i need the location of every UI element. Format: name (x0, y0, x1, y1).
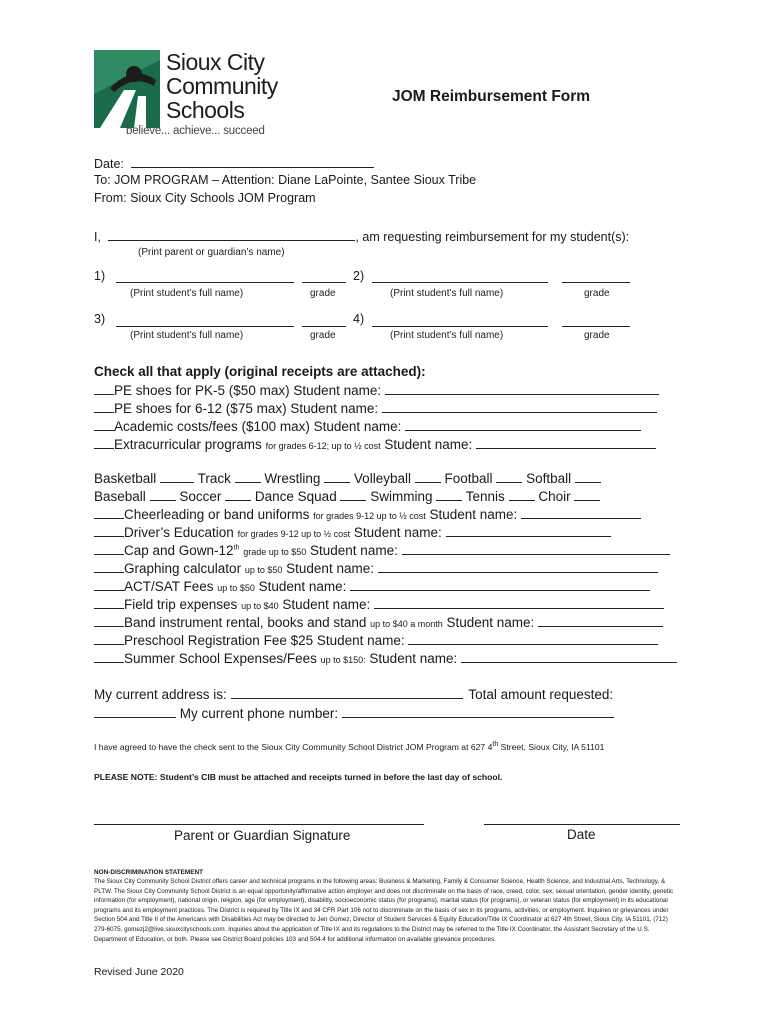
memo-from: From: Sioux City Schools JOM Program (94, 191, 316, 205)
cheer-label: Cheerleading or band uniforms (124, 507, 310, 522)
cap-gown-note: grade up to $50 (243, 547, 307, 557)
softball-label: Softball (526, 471, 572, 486)
band-note: up to $40 a month (370, 619, 443, 629)
date-field[interactable] (131, 155, 374, 168)
extracurricular-row (94, 436, 656, 452)
student-2-name-caption: (Print student’s full name) (390, 288, 504, 299)
act-sat-label: ACT/SAT Fees (124, 579, 214, 594)
swimming-blank[interactable] (436, 488, 462, 501)
driver-student-label: Student name: (353, 525, 442, 540)
phone-label: My current phone number: (179, 706, 339, 721)
date-signature-line[interactable] (484, 824, 680, 825)
logo-emblem-icon (94, 50, 164, 130)
driver-label: Driver’s Education (124, 525, 234, 540)
summer-checkbox[interactable] (94, 650, 124, 663)
extracurricular-label: Extracurricular programs (114, 437, 262, 452)
student-2-name-field[interactable] (372, 270, 548, 283)
agreement-sup: th (492, 741, 499, 748)
track-blank[interactable] (235, 470, 261, 483)
cheer-checkbox[interactable] (94, 506, 124, 519)
football-blank[interactable] (496, 470, 522, 483)
pe-pk5-row (94, 382, 659, 398)
dance-squad-blank[interactable] (340, 488, 366, 501)
student-2-grade-caption: grade (584, 288, 610, 299)
cap-gown-label: Cap and Gown-12 (124, 543, 234, 558)
student-4-name-field[interactable] (372, 314, 548, 327)
band-row (94, 614, 663, 630)
student-1-grade-caption: grade (310, 288, 336, 299)
pe-612-row (94, 400, 657, 416)
student-2-grade-field[interactable] (562, 270, 630, 283)
track-label: Track (197, 471, 231, 486)
student-4-grade-field[interactable] (562, 314, 630, 327)
student-3-name-field[interactable] (116, 314, 294, 327)
date-row (94, 155, 374, 171)
revised-date: Revised June 2020 (94, 966, 184, 978)
parent-request-row (94, 228, 629, 244)
summer-note: up to $150: (320, 655, 366, 665)
i-label: I, (94, 230, 101, 244)
swimming-label: Swimming (370, 489, 433, 504)
extracurricular-student-label: Student name: (384, 437, 473, 452)
extracurricular-note: for grades 6-12; up to ½ cost (265, 441, 381, 451)
basketball-label: Basketball (94, 471, 157, 486)
calculator-student-label: Student name: (286, 561, 374, 576)
logo-line-sioux-city: Sioux City (166, 49, 265, 75)
address-row (94, 686, 613, 702)
logo-tagline: believe... achieve... succeed (126, 125, 265, 137)
student-1-name-caption: (Print student’s full name) (130, 288, 244, 299)
sports-row-2 (94, 488, 600, 504)
baseball-blank[interactable] (150, 488, 176, 501)
extracurricular-student-field[interactable] (476, 436, 656, 449)
calculator-label: Graphing calculator (124, 561, 242, 576)
academic-label: Academic costs/fees ($100 max) Student name: (114, 419, 402, 434)
football-label: Football (444, 471, 493, 486)
field-trip-label: Field trip expenses (124, 597, 238, 612)
form-title: JOM Reimbursement Form (392, 88, 591, 105)
preschool-row (94, 632, 658, 648)
parent-name-caption: (Print parent or guardian’s name) (138, 247, 285, 258)
preschool-label: Preschool Registration Fee $25 Student name: (124, 633, 405, 648)
student-number-1: 1) (94, 269, 106, 283)
address-label: My current address is: (94, 687, 227, 702)
date-signature-label: Date (567, 827, 596, 842)
total-label: Total amount requested: (468, 687, 614, 702)
driver-student-field[interactable] (446, 524, 611, 537)
phone-row (94, 705, 614, 721)
agreement-after: Street, Sioux City, IA 51101 (498, 741, 605, 752)
requesting-text: , am requesting reimbursement for my student(s): (355, 230, 630, 244)
summer-student-label: Student name: (369, 651, 458, 666)
student-1-grade-field[interactable] (302, 270, 346, 283)
cheer-row (94, 506, 641, 522)
summer-label: Summer School Expenses/Fees (124, 651, 317, 666)
nondiscrimination-heading: NON-DISCRIMINATION STATEMENT (94, 869, 203, 876)
pe-pk5-student-field[interactable] (385, 382, 659, 395)
student-number-2: 2) (353, 269, 365, 283)
wrestling-label: Wrestling (264, 471, 321, 486)
field-trip-student-field[interactable] (374, 596, 664, 609)
extracurricular-checkbox[interactable] (94, 436, 114, 449)
driver-note: for grades 9-12 up to ½ cost (237, 529, 351, 539)
tennis-blank[interactable] (509, 488, 535, 501)
calculator-note: up to $50 (244, 565, 283, 575)
agreement-text (94, 741, 604, 752)
please-note: PLEASE NOTE: Student’s CIB must be attached and receipts turned in before the last day of school. (94, 772, 503, 782)
cap-gown-sup: th (233, 544, 240, 552)
parent-name-field[interactable] (108, 228, 355, 241)
student-4-grade-caption: grade (584, 330, 610, 341)
pe-pk5-label: PE shoes for PK-5 ($50 max) Student name: (114, 383, 382, 398)
cheer-note: for grades 9-12 up to ½ cost (313, 511, 426, 521)
pe-612-label: PE shoes for 6-12 ($75 max) Student name: (114, 401, 379, 416)
pe-612-checkbox[interactable] (94, 400, 114, 413)
memo-to: To: JOM PROGRAM – Attention: Diane LaPointe, Santee Sioux Tribe (94, 173, 477, 187)
field-trip-student-label: Student name: (282, 597, 371, 612)
student-4-name-caption: (Print student’s full name) (390, 330, 504, 341)
preschool-student-field[interactable] (408, 632, 658, 645)
volleyball-blank[interactable] (415, 470, 441, 483)
dance-squad-label: Dance Squad (254, 489, 337, 504)
band-checkbox[interactable] (94, 614, 124, 627)
parent-signature-label: Parent or Guardian Signature (174, 828, 351, 843)
band-label: Band instrument rental, books and stand (124, 615, 367, 630)
date-label: Date: (94, 157, 124, 171)
academic-row (94, 418, 641, 434)
choir-label: Choir (538, 489, 571, 504)
basketball-blank[interactable] (160, 470, 194, 483)
soccer-label: Soccer (179, 489, 222, 504)
field-trip-row (94, 596, 664, 612)
wrestling-blank[interactable] (324, 470, 350, 483)
student-row-2 (353, 269, 364, 283)
cap-gown-student-field[interactable] (402, 542, 670, 555)
baseball-label: Baseball (94, 489, 146, 504)
band-student-field[interactable] (538, 614, 663, 627)
academic-checkbox[interactable] (94, 418, 114, 431)
cap-gown-row (94, 542, 670, 558)
logo-line-schools: Schools (166, 97, 245, 123)
phone-field[interactable] (342, 705, 614, 718)
student-3-grade-field[interactable] (302, 314, 346, 327)
band-student-label: Student name: (446, 615, 535, 630)
calculator-row (94, 560, 658, 576)
pe-612-student-field[interactable] (382, 400, 657, 413)
total-amount-field[interactable] (94, 705, 176, 718)
preschool-checkbox[interactable] (94, 632, 124, 645)
act-sat-student-field[interactable] (350, 578, 650, 591)
student-number-3: 3) (94, 312, 106, 326)
calculator-student-field[interactable] (378, 560, 658, 573)
student-row-4 (353, 312, 364, 326)
pe-pk5-checkbox[interactable] (94, 382, 114, 395)
act-sat-row (94, 578, 650, 594)
district-logo (94, 50, 304, 142)
softball-blank[interactable] (575, 470, 601, 483)
driver-row (94, 524, 611, 540)
nondiscrimination-body: The Sioux City Community School District offers career and technical programs in the following areas: Business & Marketing, Family & Consumer Science, Health Science, and Industrial Arts, Technology, & PLTW. The Sioux City Community School District is an equal opportunity/affirmative action employer and does not discriminate on the basis of race, creed, color, sex, sexual orientation, gender identity, genetic information (for employment), national origin, religion, age (for employment), disability, socioeconomic status (for programs), marital status (for programs), or veteran status (for employment) in its educational programs and its employment practices. The District is required by Title IX and 34 CFR Part 106 not to discriminate on the basis of sex in its programs, activities, or employment. Inquiries or grievances under Section 504 and Title II of the Americans with Disabilities Act may be directed to Jen Gomez, Director of Student Services & Equity Education/Title IX Coordinator at 627 4th Street, Sioux City, IA 51101, (712) 279-6075, gomezj2@live.siouxcityschools.com. Inquiries about the application of Title IX and its regulations to the District may be referred to the Title IX Coordinator, the Assistant Secretary of the U.S. Department of Education, or both. Please see District Board policies 103 and 504.4 for additional information on available grievance procedures. (94, 878, 674, 943)
academic-student-field[interactable] (405, 418, 641, 431)
summer-student-field[interactable] (461, 650, 677, 663)
sports-row-1 (94, 470, 601, 486)
parent-signature-line[interactable] (94, 824, 424, 825)
logo-line-community: Community (166, 73, 278, 99)
cheer-student-label: Student name: (429, 507, 518, 522)
student-number-4: 4) (353, 312, 365, 326)
act-sat-note: up to $50 (217, 583, 255, 593)
cap-gown-checkbox[interactable] (94, 542, 124, 555)
cheer-student-field[interactable] (521, 506, 641, 519)
soccer-blank[interactable] (225, 488, 251, 501)
student-row-1 (94, 269, 105, 283)
agreement-before: I have agreed to have the check sent to the Sioux City Community School District JOM Program at 627 4 (94, 741, 493, 752)
choir-blank[interactable] (574, 488, 600, 501)
act-sat-student-label: Student name: (258, 579, 347, 594)
summer-row (94, 650, 677, 666)
cap-gown-student-label: Student name: (310, 543, 398, 558)
student-3-grade-caption: grade (310, 330, 336, 341)
volleyball-label: Volleyball (353, 471, 411, 486)
address-field[interactable] (231, 686, 463, 699)
student-1-name-field[interactable] (116, 270, 294, 283)
driver-checkbox[interactable] (94, 524, 124, 537)
act-sat-checkbox[interactable] (94, 578, 124, 591)
tennis-label: Tennis (465, 489, 505, 504)
check-heading: Check all that apply (original receipts are attached): (94, 364, 426, 379)
student-3-name-caption: (Print student’s full name) (130, 330, 244, 341)
field-trip-note: up to $40 (241, 601, 279, 611)
student-row-3 (94, 312, 105, 326)
field-trip-checkbox[interactable] (94, 596, 124, 609)
calculator-checkbox[interactable] (94, 560, 124, 573)
